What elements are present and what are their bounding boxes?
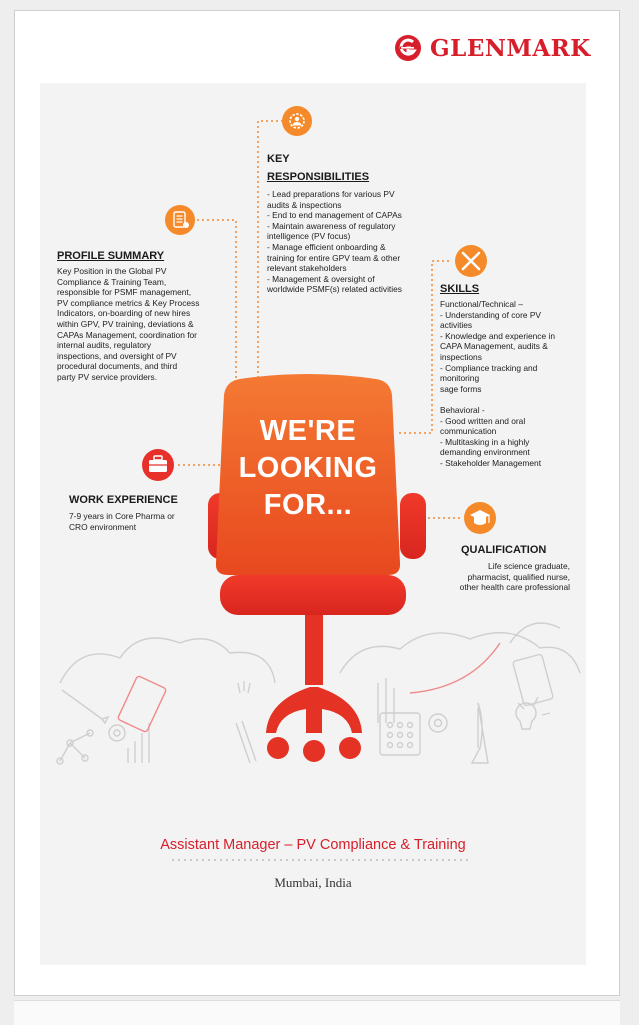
skills-text (440, 299, 555, 469)
text-line: Behavioral - (440, 404, 485, 415)
text-line (440, 394, 555, 405)
headline (238, 413, 378, 524)
text-line: inspections, and oversight of PV (57, 350, 177, 361)
brand-name: GLENMARK (430, 34, 591, 62)
text-line: - Compliance tracking and (440, 362, 538, 373)
headline-line-2: LOOKING (238, 452, 378, 484)
profile-summary-text (57, 266, 199, 383)
gear-user-icon (282, 106, 312, 136)
text-line: Functional/Technical – (440, 299, 523, 309)
text-line: - Maintain awareness of regulatory (267, 220, 396, 231)
text-line: - Manage efficient onboarding & (267, 241, 386, 252)
text-line: - Stakeholder Management (440, 457, 542, 468)
text-line: CRO environment (69, 521, 137, 532)
text-line: monitoring (440, 373, 480, 384)
key-responsibilities-title-line2: RESPONSIBILITIES (267, 171, 370, 183)
poster (40, 83, 586, 965)
text-line: sage forms (440, 383, 482, 394)
glenmark-logo (394, 34, 591, 62)
text-line: - Good written and oral (440, 415, 526, 426)
skills-title: SKILLS (440, 283, 480, 295)
headline-line-1: WE'RE (259, 415, 357, 447)
text-line: within GPV, PV training, deviations & (57, 318, 194, 329)
key-responsibilities-title-line1: KEY (267, 153, 290, 165)
text-line: demanding environment (440, 447, 530, 458)
document-icon (165, 205, 195, 235)
text-line: - Management & oversight of (267, 273, 375, 284)
text-line: worldwide PSMF(s) related activities (267, 284, 402, 295)
text-line: 7-9 years in Core Pharma or (69, 511, 175, 521)
text-line: activities (440, 320, 473, 331)
text-line: internal audits, regulatory (57, 340, 152, 351)
briefcase-icon (142, 449, 174, 481)
text-line: - Multitasking in a highly (440, 436, 530, 447)
text-line: inspections (440, 351, 482, 362)
next-page-strip (14, 1000, 620, 1025)
text-line: CAPA Management, audits & (440, 341, 548, 352)
text-line: pharmacist, qualified nurse, (467, 571, 570, 582)
text-line: Life science graduate, (488, 561, 570, 571)
text-line: Compliance & Training Team, (57, 276, 167, 287)
text-line: audits & inspections (267, 199, 342, 210)
text-line: - Understanding of core PV (440, 309, 542, 320)
headline-line-3: FOR... (263, 489, 353, 521)
text-line: Key Position in the Global PV (57, 266, 167, 276)
qualification-title: QUALIFICATION (461, 544, 547, 556)
text-line: other health care professional (459, 582, 570, 593)
job-title: Assistant Manager – PV Compliance & Training (160, 837, 466, 853)
text-line: CAPAs Management, coordination for (57, 329, 197, 340)
text-line: procedural documents, and third (57, 361, 178, 372)
glenmark-logo-icon (394, 34, 422, 62)
profile-summary-title: PROFILE SUMMARY (57, 250, 165, 262)
text-line: PV compliance metrics & Key Process (57, 297, 200, 308)
key-responsibilities-text (267, 189, 402, 295)
text-line: intelligence (PV focus) (267, 231, 351, 242)
text-line: party PV service providers. (57, 371, 158, 382)
text-line: relevant stakeholders (267, 263, 347, 274)
text-line: responsible for PSMF management, (57, 287, 192, 298)
text-line: - Knowledge and experience in (440, 330, 556, 341)
work-experience-title: WORK EXPERIENCE (69, 494, 178, 506)
job-location: Mumbai, India (274, 875, 352, 890)
qualification-text (420, 561, 570, 593)
text-line: - Lead preparations for various PV (267, 189, 395, 199)
text-line: - End to end management of CAPAs (267, 210, 402, 221)
text-line: Indicators, on-boarding of new hires (57, 308, 191, 319)
work-experience-text (69, 511, 175, 532)
tools-icon (455, 245, 487, 277)
text-line: communication (440, 426, 497, 437)
graduation-cap-icon (464, 502, 496, 534)
text-line: training for entire GPV team & other (267, 252, 401, 263)
